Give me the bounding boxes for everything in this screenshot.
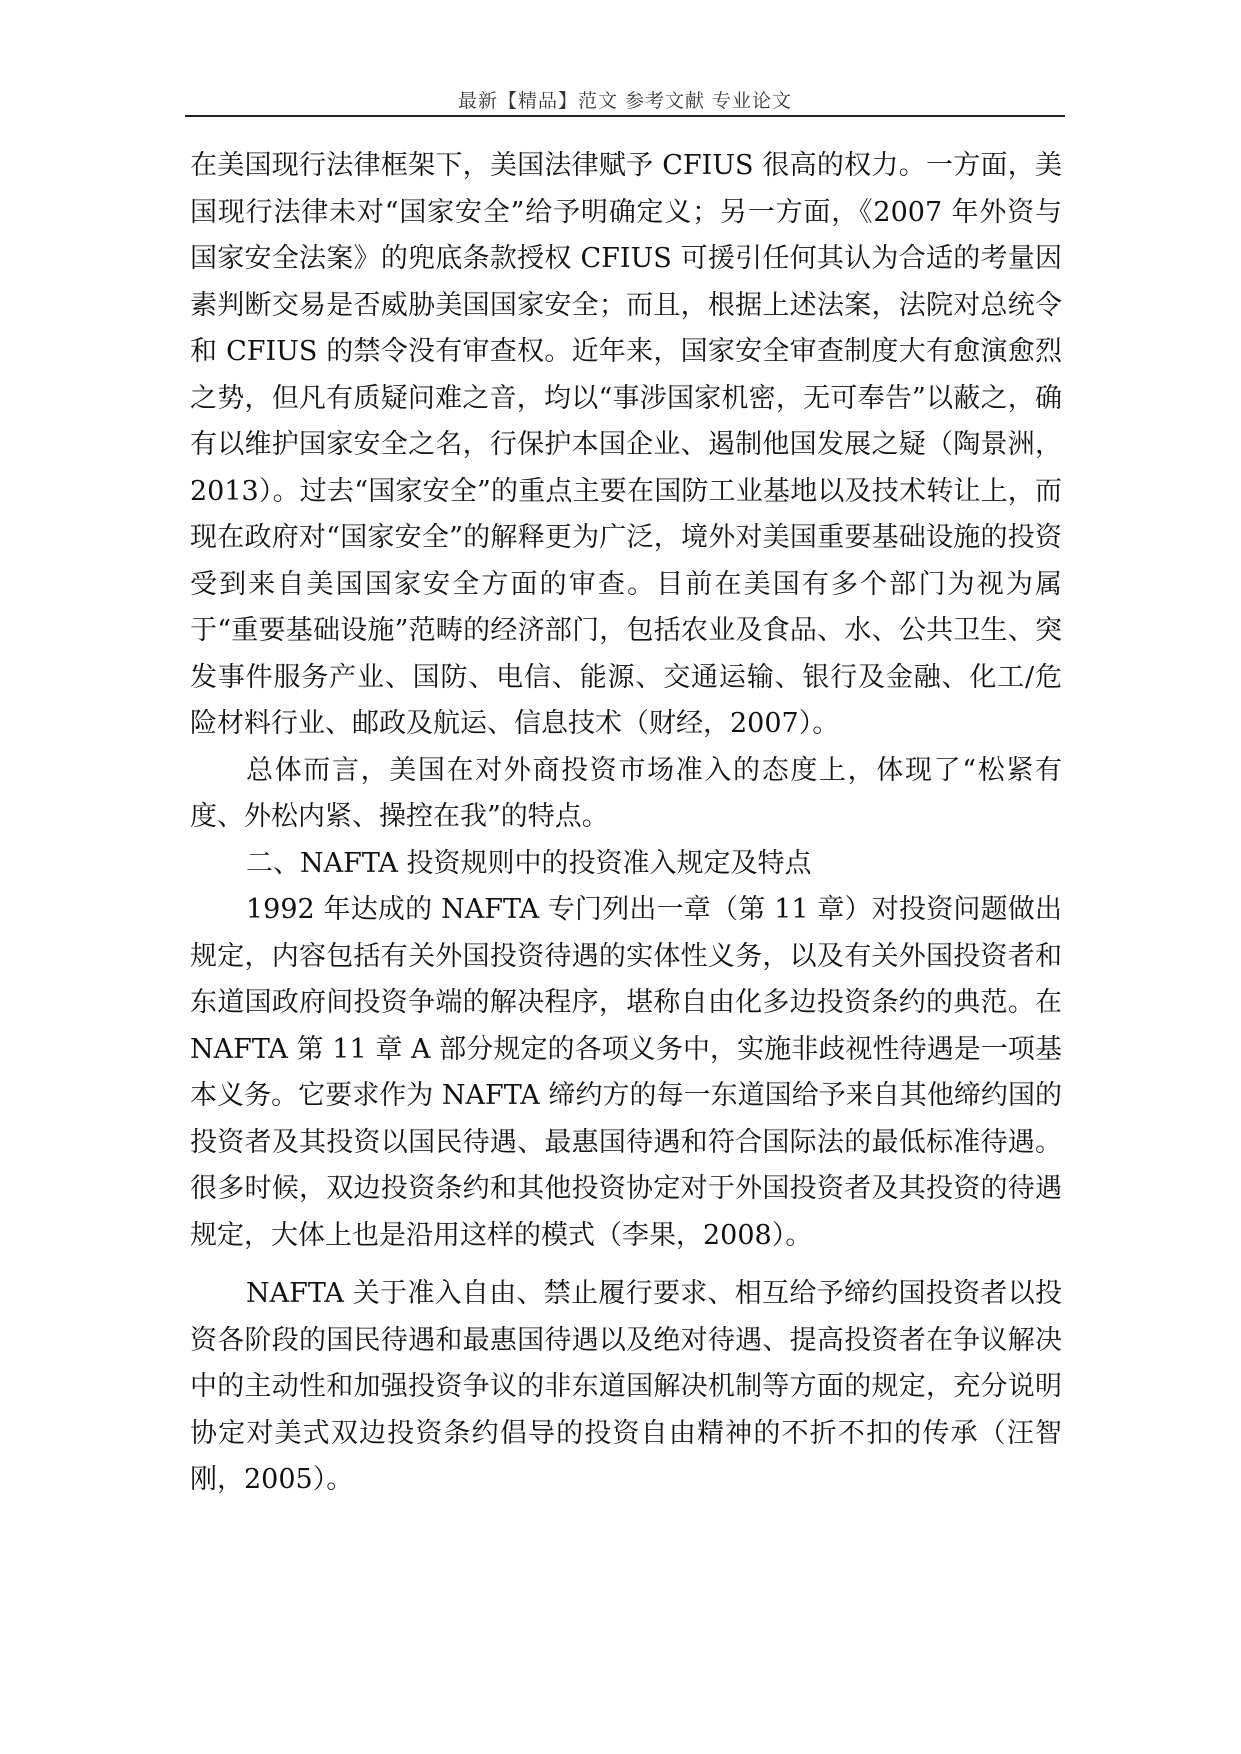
document-body bbox=[190, 143, 1062, 1504]
page-header: 最新【精品】范文 参考文献 专业论文 bbox=[457, 90, 793, 112]
header-divider bbox=[185, 115, 1065, 117]
section-heading-nafta: 二、NAFTA 投资规则中的投资准入规定及特点 bbox=[246, 847, 812, 879]
paragraph-cfius-powers: 在美国现行法律框架下，美国法律赋予 CFIUS 很高的权力。一方面，美国现行法律未对“国家安全”给予明确定义；另一方面，《2007 年外资与国家安全法案》的兜底条款授权 CFIUS 可援引任何其认为合适的考量因素判断交易是否威胁美国国家安全；而且，根据上述法案，法院对总统令和 CFIUS 的禁令没有审查权。近年来，国家安全审查制度大有愈演愈烈之势，但凡有质疑问难之音，均以“事涉国家机密，无可奉告”以蔽之，确有以维护国家安全之名，行保护本国企业、遏制他国发展之疑（陶景洲，2013）。过去“国家安全”的重点主要在国防工业基地以及技术转让上，而现在政府对“国家安全”的解释更为广泛，境外对美国重要基础设施的投资受到来自美国国家安全方面的审查。目前在美国有多个部门为视为属于“重要基础设施”范畴的经济部门，包括农业及食品、水、公共卫生、突发事件服务产业、国防、电信、能源、交通运输、银行及金融、化工/危险材料行业、邮政及航运、信息技术（财经，2007）。 bbox=[190, 150, 1062, 739]
paragraph-nafta-provisions: NAFTA 关于准入自由、禁止履行要求、相互给予缔约国投资者以投资各阶段的国民待遇和最惠国待遇以及绝对待遇、提高投资者在争议解决中的主动性和加强投资争议的非东道国解决机制等方面的规定，充分说明协定对美式双边投资条约倡导的投资自由精神的不折不扣的传承（汪智刚，2005）。 bbox=[190, 1278, 1062, 1495]
paragraph-summary: 总体而言，美国在对外商投资市场准入的态度上，体现了“松紧有度、外松内紧、操控在我”的特点。 bbox=[190, 754, 1062, 832]
paragraph-nafta-chapter-11: 1992 年达成的 NAFTA 专门列出一章（第 11 章）对投资问题做出规定，内容包括有关外国投资待遇的实体性义务，以及有关外国投资者和东道国政府间投资争端的解决程序，堪称自由化多边投资条约的典范。在 NAFTA 第 11 章 A 部分规定的各项义务中，实施非歧视性待遇是一项基本义务。它要求作为 NAFTA 缔约方的每一东道国给予来自其他缔约国的投资者及其投资以国民待遇、最惠国待遇和符合国际法的最低标准待遇。很多时候，双边投资条约和其他投资协定对于外国投资者及其投资的待遇规定，大体上也是沿用这样的模式（李果，2008）。 bbox=[190, 894, 1062, 1251]
